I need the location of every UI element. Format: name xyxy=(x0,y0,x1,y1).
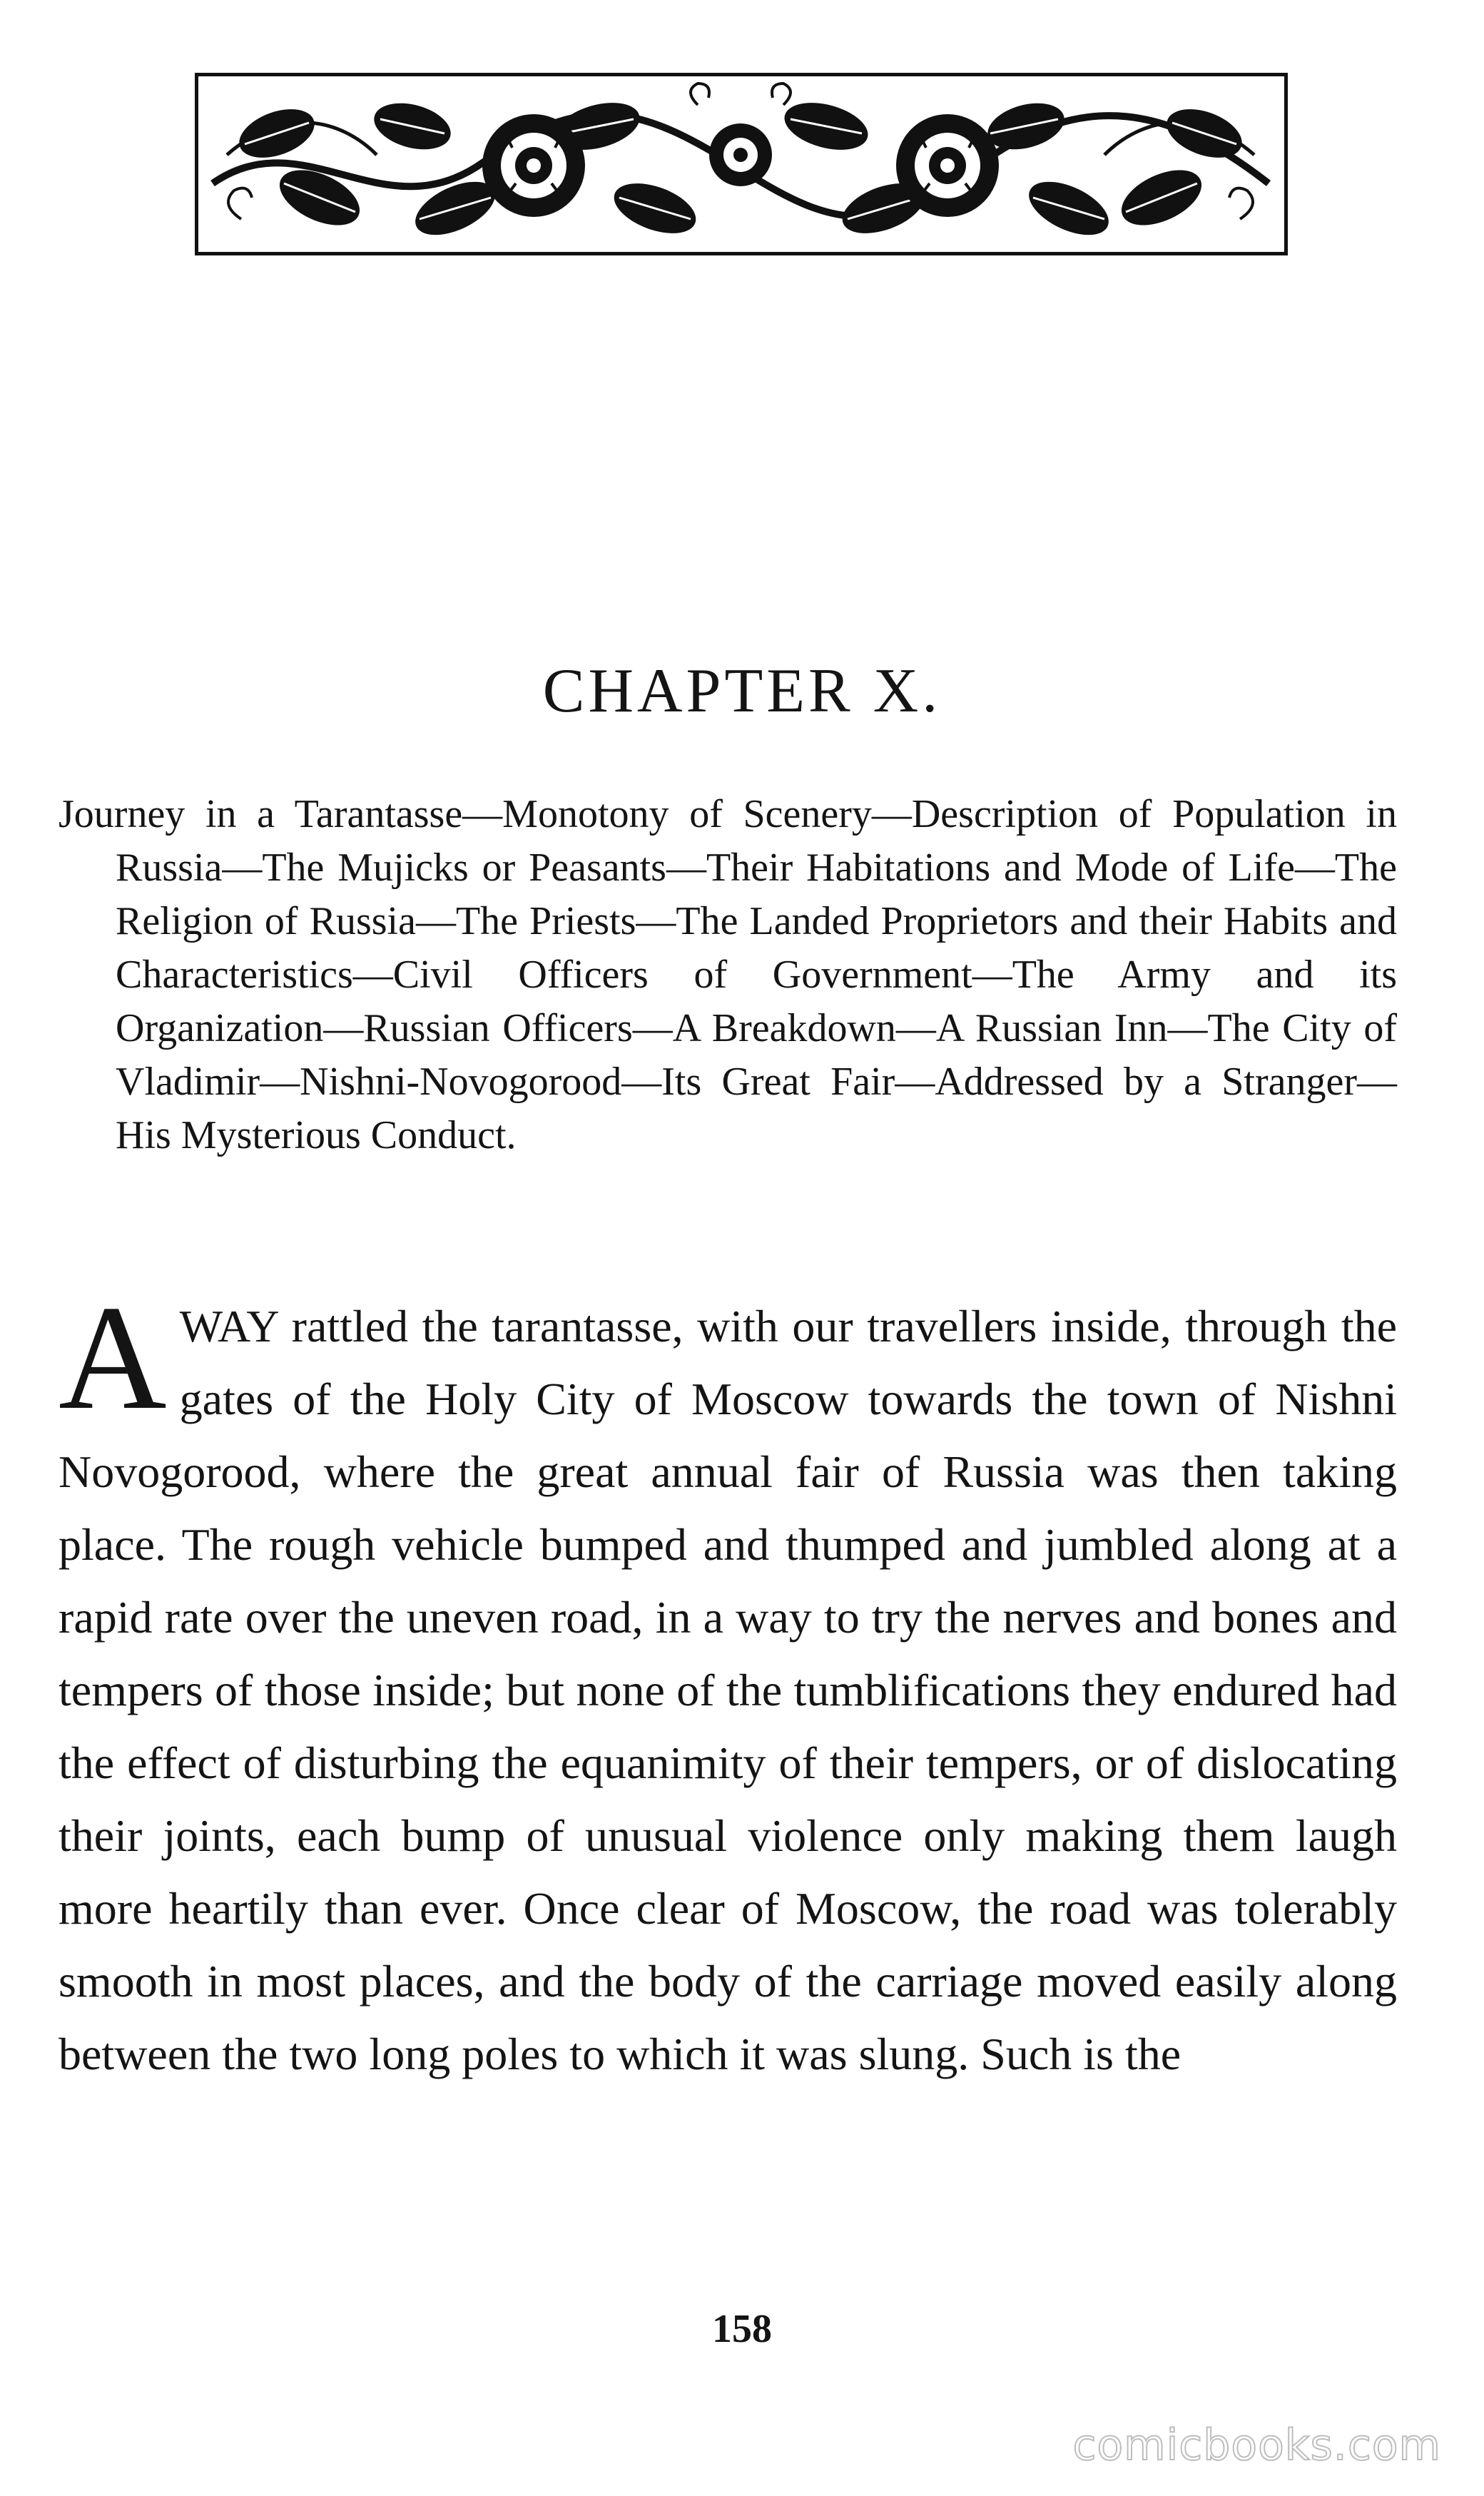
body-paragraph-text: WAY rattled the tarantasse, with our travellers inside, through the gates of the Holy City of Moscow towards the town of Nishni Novogorood, where the great annual fair of Russia was then taking place. The rough vehicle bumped and thumped and jumbled along at a rapid rate over the uneven road, in a way to try the nerves and bones and tempers of those inside; but none of the tumblifications they endured had the effect of disturbing the equanimity of their tempers, or of dislocating their joints, each bump of unusual violence only making them laugh more heartily than ever. Once clear of Moscow, the road was tolerably smooth in most places, and the body of the carriage moved easily along between the two long poles to which it was slung. Such is the xyxy=(59,1301,1397,2079)
chapter-title: CHAPTER X. xyxy=(542,656,942,726)
watermark: comicbooks.com xyxy=(1072,2420,1441,2470)
body-paragraph xyxy=(59,1275,1397,2091)
page-number: 158 xyxy=(712,2307,772,2351)
header-ornament xyxy=(195,73,1288,255)
drop-cap: A xyxy=(59,1275,167,1441)
floral-vignette-icon xyxy=(198,76,1284,252)
chapter-summary: Journey in a Tarantasse—Monotony of Scenery—Description of Population in Russia—The Mujicks or Peasants—Their Habitations and Mode of Life—The Religion of Russia—The Priests—The Landed Proprietors and their Habits and Characteristics—Civil Officers of Government—The Army and its Organization—Russian Officers—A Breakdown—A Russian Inn—The City of Vladimir—Nishni-Novogorood—Its Great Fair—Addressed by a Stranger—His Mysterious Conduct. xyxy=(59,792,1397,1157)
